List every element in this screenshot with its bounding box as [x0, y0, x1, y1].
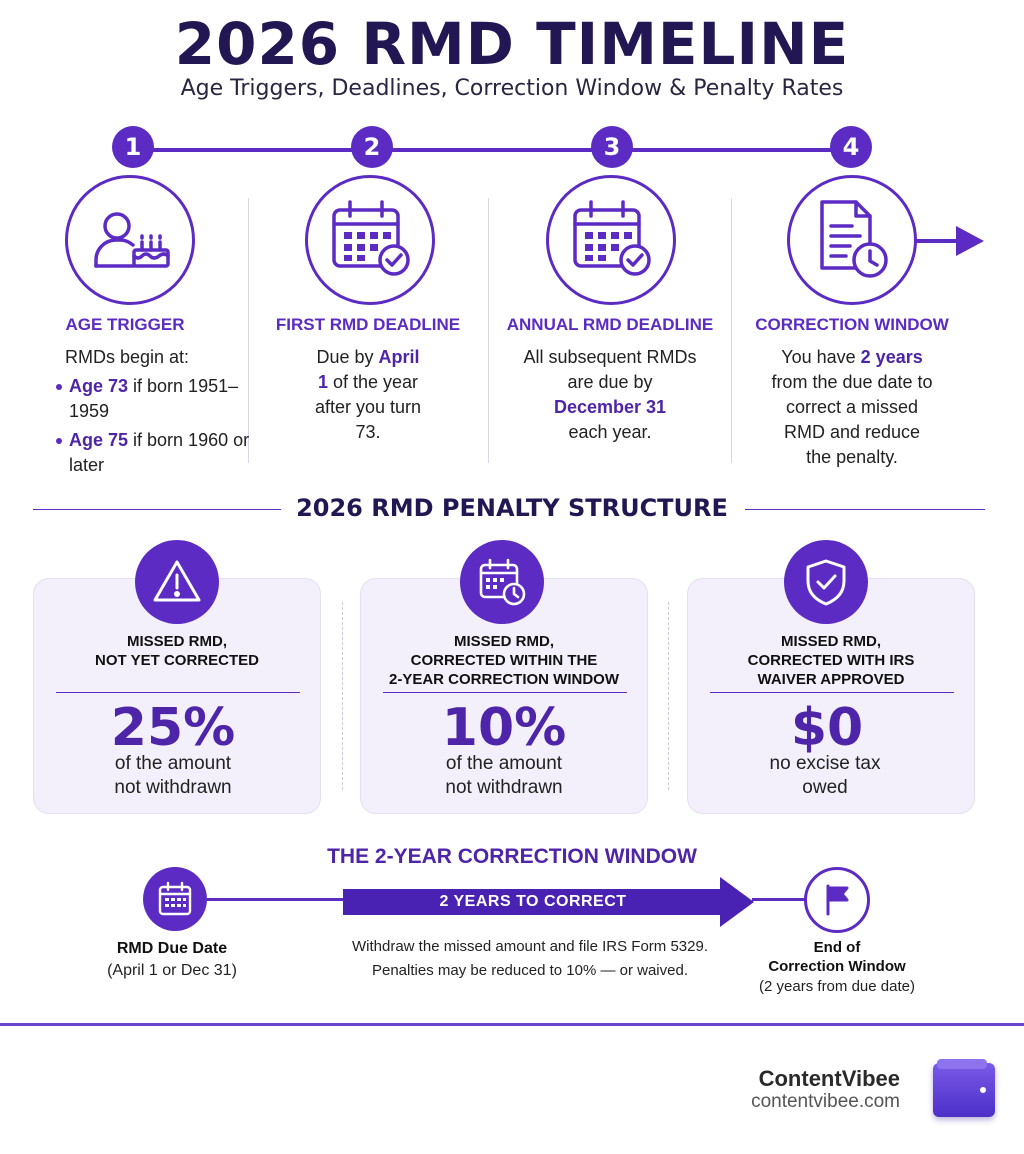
wallet-logo-icon: [933, 1063, 995, 1117]
footer-rule: [0, 1023, 1024, 1026]
end-window-label: End of Correction Window: [768, 939, 906, 975]
timeline-arrow-head: [956, 226, 984, 256]
correction-note-line: Withdraw the missed amount and file IRS Form 5329.: [352, 938, 708, 955]
penalty-section-title: 2026 RMD PENALTY STRUCTURE: [296, 494, 728, 522]
shield-check-icon: [800, 556, 852, 608]
step-1-icon-circle: [65, 175, 195, 305]
end-window-sublabel: (2 years from due date): [759, 978, 915, 995]
correction-note: [330, 935, 730, 983]
step-3-highlight: December 31: [553, 397, 667, 417]
age-rule-text: if born 1951–1959: [69, 376, 239, 421]
card-1-rule: [56, 692, 300, 693]
calendar-icon: [156, 880, 194, 918]
step-2-title: FIRST RMD DEADLINE: [275, 315, 461, 334]
card-1-rate: 25%: [110, 698, 236, 758]
step-3-text-before: All subsequent RMDs are due by: [523, 347, 697, 392]
column-divider: [488, 198, 489, 463]
card-dashed-divider: [342, 602, 343, 790]
step-4-title: CORRECTION WINDOW: [755, 315, 949, 334]
card-3-description: no excise tax owed: [769, 753, 881, 798]
step-2-body: [248, 345, 488, 445]
card-2-rule: [383, 692, 627, 693]
age-highlight: Age 75: [69, 430, 129, 450]
age-highlight: Age 73: [69, 376, 129, 396]
step-4-icon-circle: [787, 175, 917, 305]
card-1-icon-badge: [135, 540, 219, 624]
document-clock-icon: [804, 192, 900, 288]
step-4-body: [732, 345, 972, 470]
correction-line-end: [752, 898, 806, 901]
end-window-icon-circle: [804, 867, 870, 933]
step-2-text-after: of the year after you turn 73.: [314, 372, 422, 442]
page-subtitle: Age Triggers, Deadlines, Correction Window & Penalty Rates: [180, 76, 844, 101]
timeline-connector: [132, 148, 852, 152]
card-2-rate: 10%: [441, 698, 567, 758]
age-rule-text: if born 1960 or later: [69, 430, 250, 475]
step-2-number: 2: [351, 126, 393, 168]
correction-window-title: THE 2-YEAR CORRECTION WINDOW: [327, 845, 697, 868]
age-trigger-item: [54, 374, 254, 424]
step-4-text-after: from the due date to correct a missed RMD and reduce the penalty.: [771, 372, 933, 467]
card-dashed-divider: [668, 602, 669, 790]
card-1-heading: MISSED RMD, NOT YET CORRECTED: [95, 633, 259, 669]
step-3-title: ANNUAL RMD DEADLINE: [506, 315, 714, 334]
step-2-highlight: April 1: [317, 347, 420, 392]
step-1-title: AGE TRIGGER: [65, 315, 185, 334]
page-title: 2026 RMD TIMELINE: [174, 10, 850, 78]
step-4-number: 4: [830, 126, 872, 168]
warning-icon: [151, 556, 203, 608]
card-3-rule: [710, 692, 954, 693]
step-4-text-before: You have: [781, 347, 861, 367]
due-date-icon-badge: [143, 867, 207, 931]
card-1-description: of the amount not withdrawn: [114, 753, 232, 798]
card-3-heading: MISSED RMD, CORRECTED WITH IRS WAIVER APPROVED: [747, 633, 915, 688]
correction-window-bar: 2 YEARS TO CORRECT: [343, 889, 723, 915]
correction-line-start: [207, 898, 347, 901]
age-trigger-list: [54, 345, 254, 478]
flag-icon: [819, 882, 855, 918]
age-trigger-intro: RMDs begin at:: [65, 347, 190, 367]
timeline-arrow-line: [914, 239, 960, 243]
calendar-check-icon: [322, 192, 418, 288]
step-3-number: 3: [591, 126, 633, 168]
step-2-icon-circle: [305, 175, 435, 305]
card-3-icon-badge: [784, 540, 868, 624]
step-2-text-before: Due by: [316, 347, 379, 367]
age-trigger-item: [54, 428, 254, 478]
correction-note-line: Penalties may be reduced to 10% — or waived.: [371, 962, 688, 979]
step-3-text-after: each year.: [568, 422, 652, 442]
calendar-check-icon: [563, 192, 659, 288]
step-4-highlight: 2 years: [860, 347, 923, 367]
card-2-icon-badge: [460, 540, 544, 624]
card-3-rate: $0: [790, 698, 864, 758]
calendar-clock-icon: [476, 556, 528, 608]
correction-window-arrowhead: [720, 877, 754, 927]
card-2-description: of the amount not withdrawn: [445, 753, 563, 798]
person-birthday-cake-icon: [82, 192, 178, 288]
due-date-label: RMD Due Date: [116, 940, 228, 957]
step-3-icon-circle: [546, 175, 676, 305]
brand-url: contentvibee.com: [751, 1091, 900, 1112]
card-2-heading: MISSED RMD, CORRECTED WITHIN THE 2-YEAR CORRECTION WINDOW: [389, 633, 619, 688]
step-3-body: [490, 345, 730, 445]
due-date-sublabel: (April 1 or Dec 31): [107, 962, 237, 979]
brand-name: ContentVibee: [758, 1066, 900, 1091]
step-1-number: 1: [112, 126, 154, 168]
